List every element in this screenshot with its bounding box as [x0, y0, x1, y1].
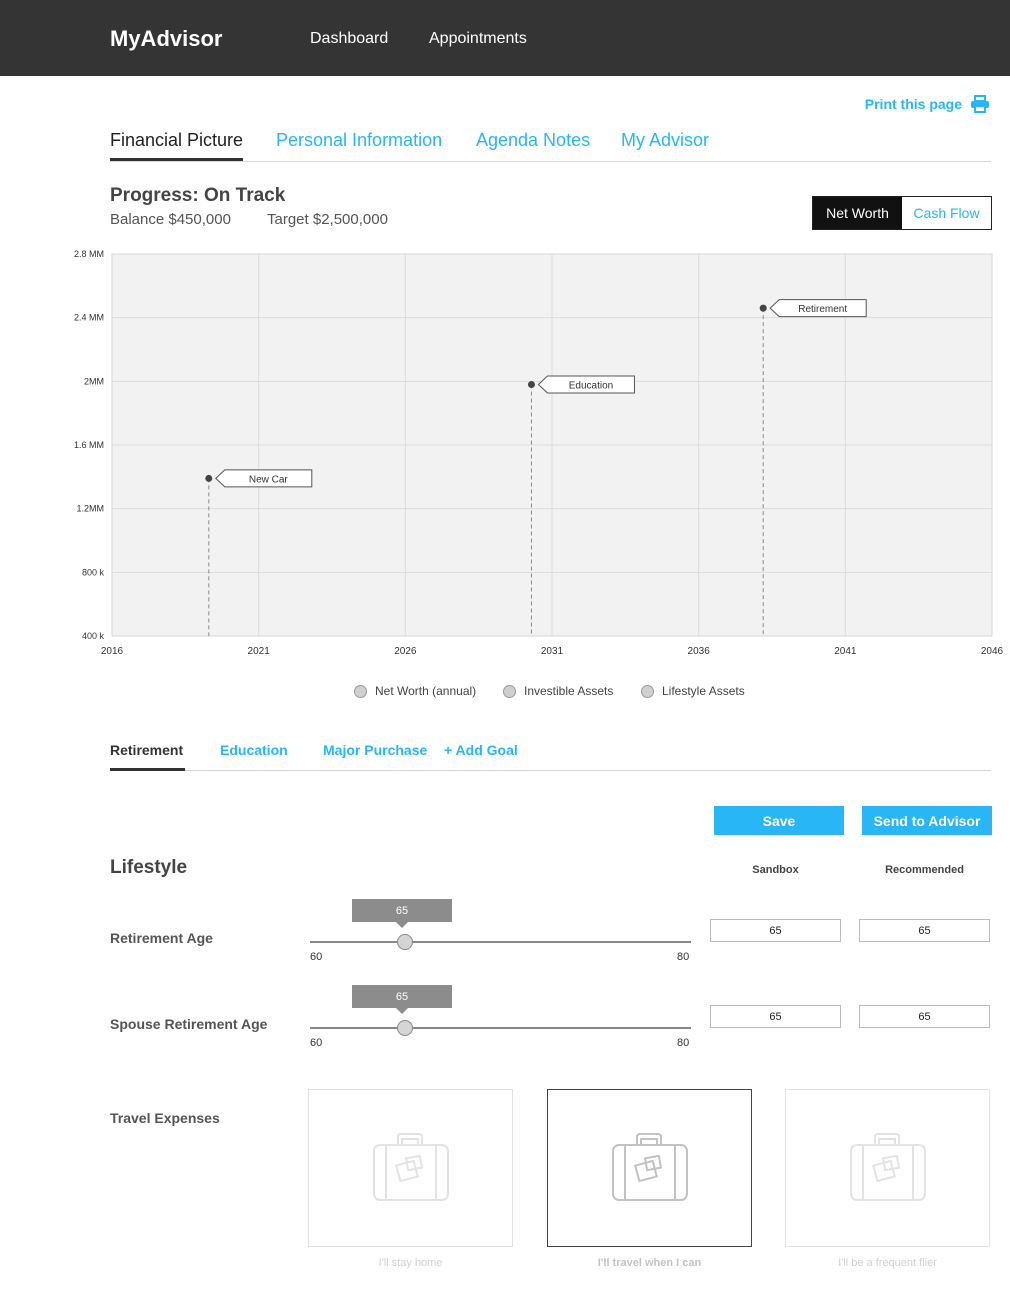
x-tick-label: 2041: [834, 646, 857, 657]
legend-dot: [354, 685, 367, 698]
x-tick-label: 2031: [540, 646, 564, 657]
goal-tab-education[interactable]: Education: [220, 742, 288, 758]
travel-option-stay-home[interactable]: [308, 1089, 513, 1247]
nav-appointments[interactable]: Appointments: [429, 30, 527, 47]
milestone-point: [760, 305, 767, 312]
milestone-label: Retirement: [798, 304, 848, 316]
slider-max-label: 80: [677, 951, 690, 963]
retirement-age-value-bubble: 65: [352, 899, 452, 922]
add-goal-button[interactable]: + Add Goal: [444, 742, 518, 758]
tab-personal-information[interactable]: Personal Information: [276, 130, 443, 150]
sandbox-column-header: Sandbox: [752, 864, 799, 876]
travel-option-frequent-flier[interactable]: [785, 1089, 990, 1247]
progress-title: Progress: On Track: [110, 185, 286, 206]
suitcase-icon: [848, 1133, 928, 1203]
y-tick-label: 2MM: [84, 376, 104, 387]
target-value: Target $2,500,000: [267, 211, 388, 228]
y-tick-label: 2.8 MM: [73, 249, 104, 259]
spouse-retirement-age-label: Spouse Retirement Age: [110, 1016, 268, 1032]
slider-min-label: 60: [310, 1037, 323, 1049]
travel-option-travel-when-can[interactable]: [547, 1089, 752, 1247]
travel-expenses-label: Travel Expenses: [110, 1110, 220, 1126]
retirement-age-label: Retirement Age: [110, 930, 213, 946]
nav-dashboard[interactable]: Dashboard: [310, 30, 389, 47]
x-tick-label: 2021: [247, 646, 270, 657]
print-label: Print this page: [864, 96, 962, 112]
slider-max-label: 80: [677, 1037, 690, 1049]
goal-tab-retirement[interactable]: Retirement: [110, 742, 184, 758]
spouse-retirement-age-value-bubble: 65: [352, 985, 452, 1008]
cash-flow-toggle[interactable]: Cash Flow: [902, 197, 991, 229]
legend-dot: [503, 685, 516, 698]
x-tick-label: 2046: [980, 646, 1004, 657]
goal-tabs: [110, 740, 991, 771]
tab-agenda-notes[interactable]: Agenda Notes: [476, 130, 591, 150]
net-worth-chart: [0, 240, 1010, 665]
y-tick-label: 400 k: [81, 631, 104, 641]
main-tabs: [110, 130, 991, 162]
lifestyle-title: Lifestyle: [110, 857, 188, 878]
goal-tab-major-purchase[interactable]: Major Purchase: [323, 742, 428, 758]
y-tick-label: 800 k: [81, 567, 104, 578]
milestone-point: [205, 475, 212, 482]
travel-option-label: I'll travel when I can: [597, 1257, 702, 1269]
y-tick-label: 2.4 MM: [73, 312, 104, 323]
travel-option-label: I'll stay home: [378, 1257, 443, 1269]
top-navigation-bar: [0, 0, 1010, 76]
spouse-retirement-age-slider-handle[interactable]: [397, 1020, 413, 1036]
milestone-point: [528, 381, 535, 388]
tab-financial-picture[interactable]: Financial Picture: [110, 130, 244, 150]
spouse-retirement-age-slider-track[interactable]: [310, 1027, 691, 1029]
tab-my-advisor[interactable]: My Advisor: [621, 130, 710, 150]
save-button[interactable]: Save: [714, 806, 844, 835]
milestone-label: Education: [568, 380, 614, 392]
brand-logo[interactable]: MyAdvisor: [110, 26, 223, 51]
retirement-age-recommended-value: 65: [859, 919, 990, 942]
print-page-link[interactable]: [865, 95, 990, 113]
retirement-age-slider-track[interactable]: [310, 941, 691, 943]
retirement-age-sandbox-input[interactable]: 65: [710, 919, 841, 942]
spouse-retirement-age-sandbox-input[interactable]: 65: [710, 1005, 841, 1028]
chart-view-toggle: [812, 196, 992, 230]
suitcase-icon: [610, 1133, 690, 1203]
spouse-retirement-age-recommended-value: 65: [859, 1005, 990, 1028]
x-tick-label: 2016: [100, 646, 124, 657]
legend-label: Investible Assets: [524, 684, 614, 698]
balance-value: Balance $450,000: [110, 211, 231, 228]
suitcase-icon: [371, 1133, 451, 1203]
x-tick-label: 2026: [394, 646, 417, 657]
milestone-label: New Car: [248, 474, 288, 486]
y-tick-label: 1.2MM: [76, 503, 104, 514]
legend-item-net-worth[interactable]: [354, 684, 476, 698]
y-tick-label: 1.6 MM: [73, 440, 104, 450]
legend-label: Lifestyle Assets: [662, 684, 745, 698]
printer-icon: [970, 95, 990, 113]
legend-dot: [641, 685, 654, 698]
legend-item-lifestyle-assets[interactable]: [641, 684, 745, 698]
legend-item-investible-assets[interactable]: [503, 684, 613, 698]
x-tick-label: 2036: [687, 646, 710, 657]
retirement-age-slider-handle[interactable]: [397, 934, 413, 950]
legend-label: Net Worth (annual): [375, 684, 477, 698]
travel-option-label: I'll be a frequent flier: [838, 1257, 937, 1269]
send-to-advisor-button[interactable]: Send to Advisor: [862, 806, 992, 835]
slider-min-label: 60: [310, 951, 323, 963]
net-worth-toggle[interactable]: Net Worth: [813, 197, 902, 229]
recommended-column-header: Recommended: [885, 864, 964, 876]
